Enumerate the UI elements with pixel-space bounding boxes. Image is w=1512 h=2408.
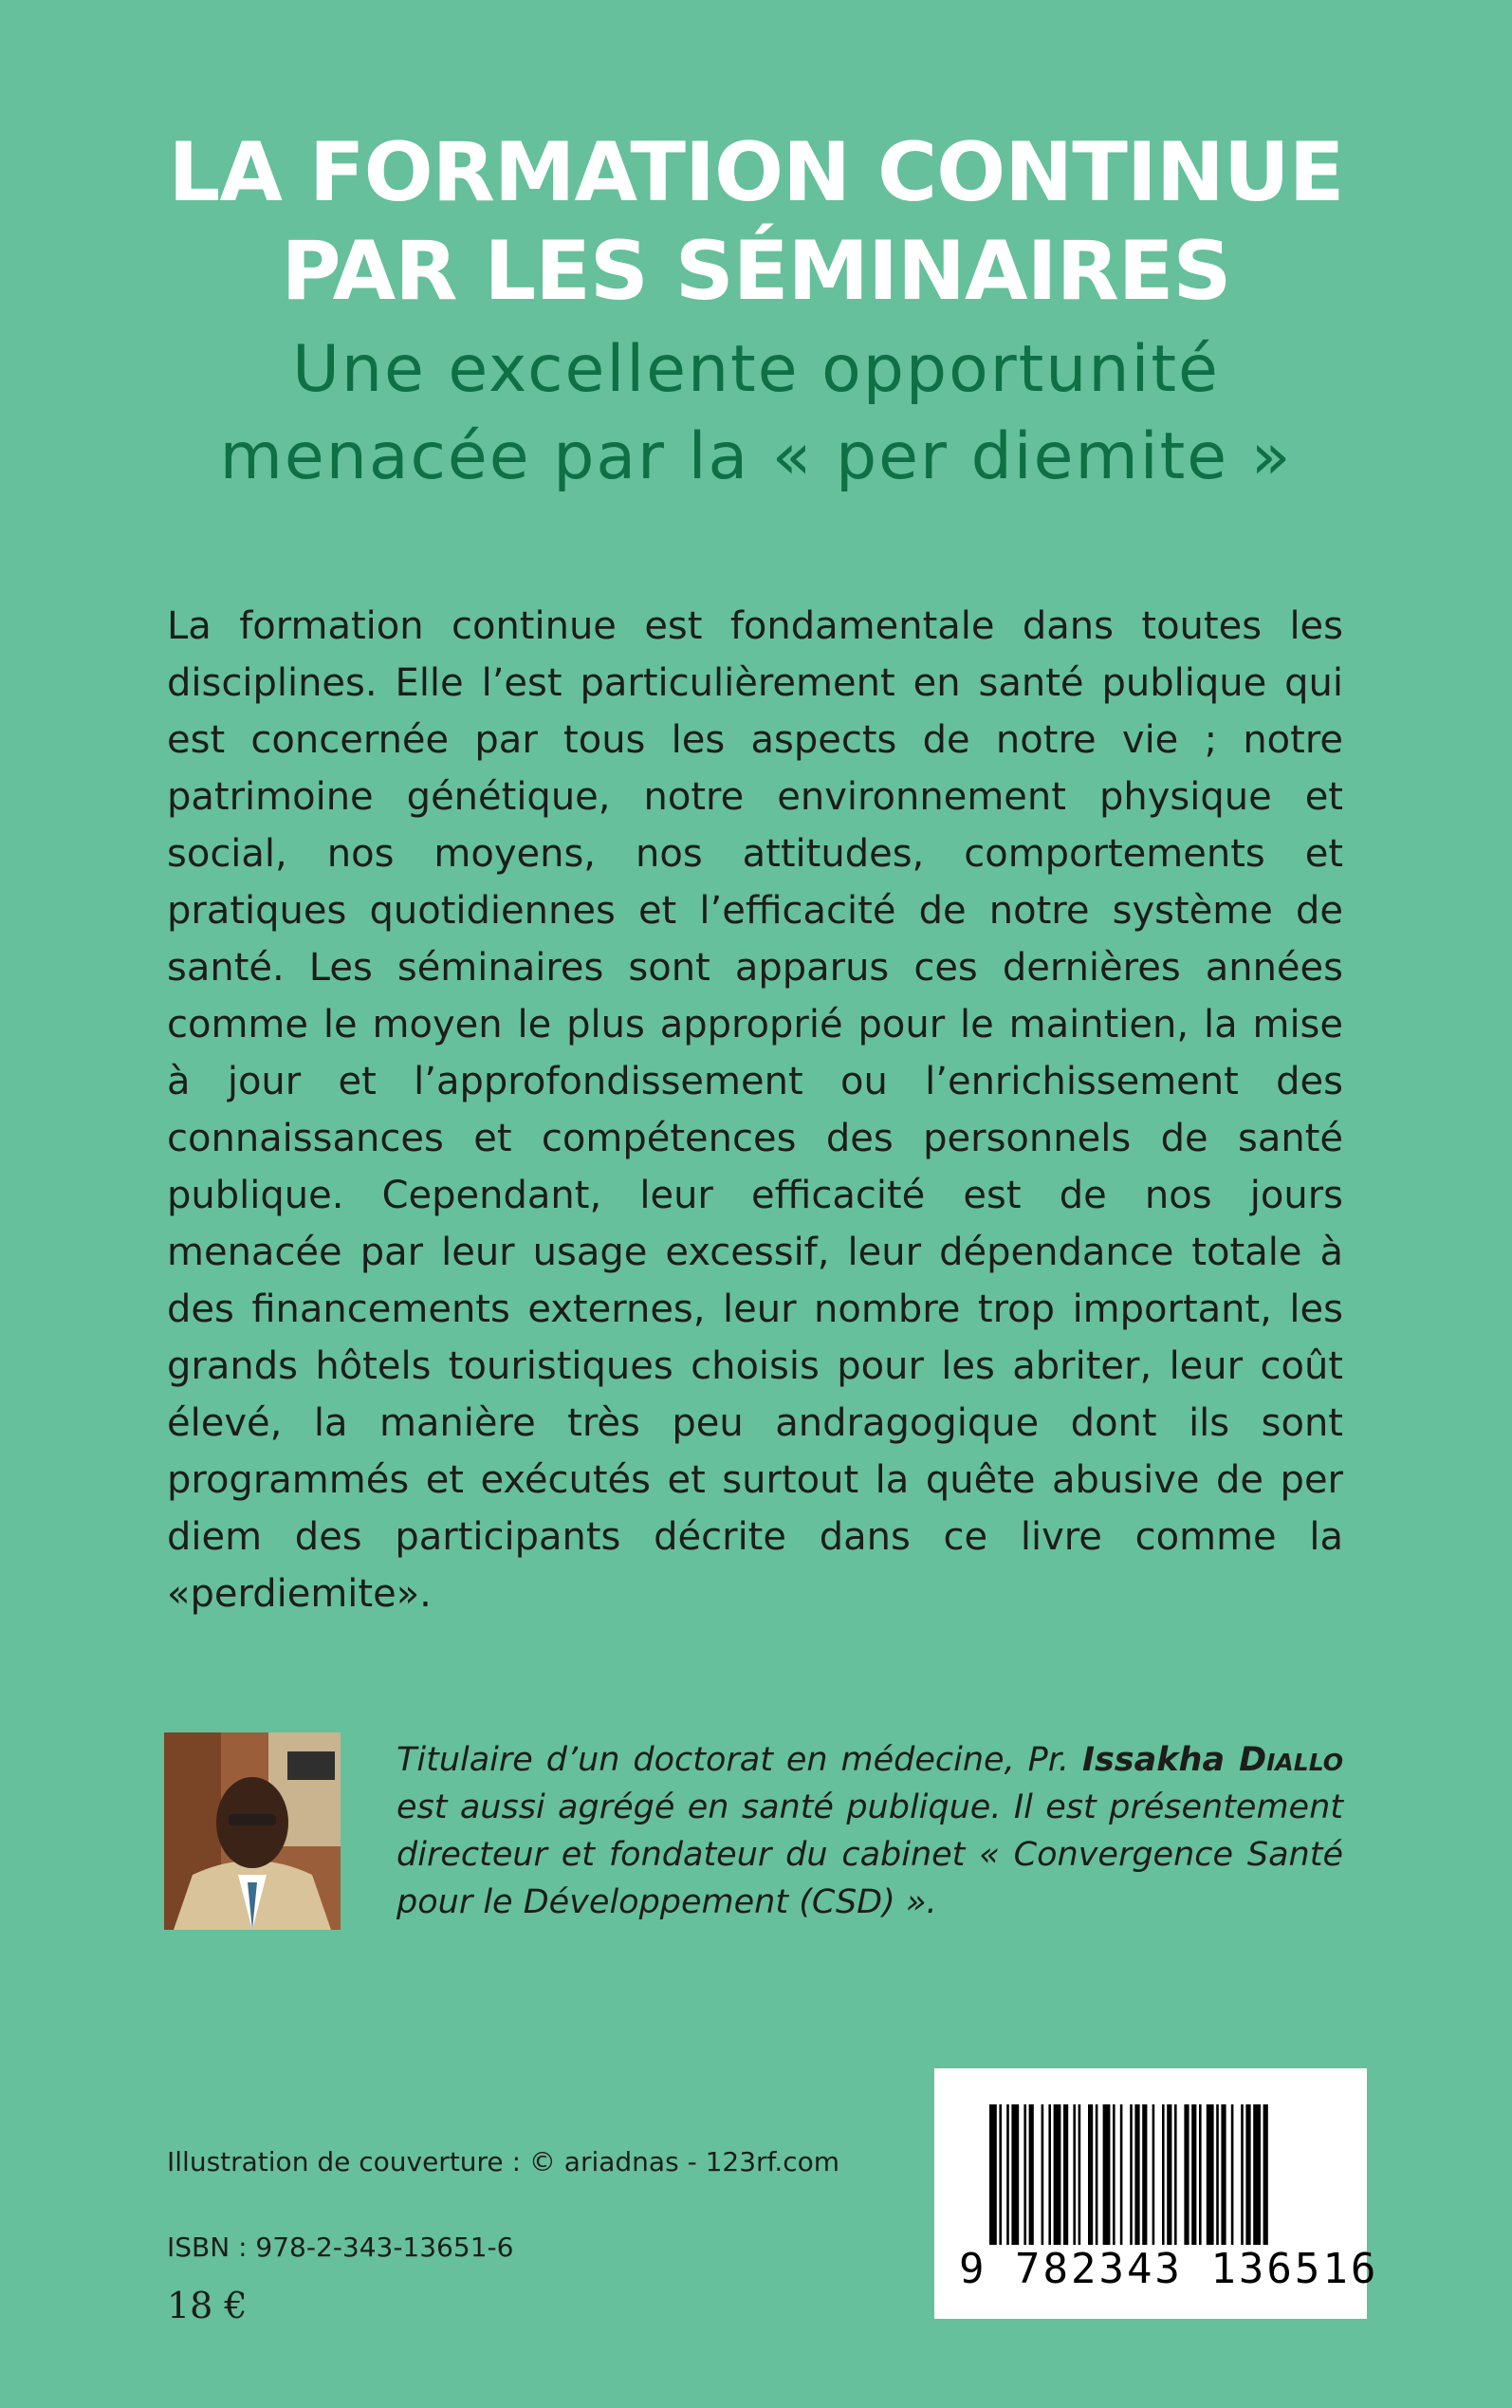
- barcode-bar: [1221, 2104, 1226, 2245]
- title-block: [0, 123, 1512, 501]
- barcode-bar: [1231, 2104, 1234, 2245]
- barcode-bar: [1011, 2104, 1019, 2245]
- barcode-bar: [1152, 2104, 1155, 2245]
- isbn: ISBN : 978-2-343-13651-6: [167, 2232, 514, 2263]
- barcode-bar: [1167, 2104, 1171, 2245]
- author-bio: [396, 1736, 1343, 1926]
- barcode-bar: [1096, 2104, 1098, 2245]
- price: 18 €: [167, 2285, 248, 2326]
- barcode-bar: [1054, 2104, 1061, 2245]
- barcode-bars: [934, 2068, 1367, 2249]
- barcode-bar: [1120, 2104, 1123, 2245]
- barcode: [934, 2068, 1379, 2319]
- barcode-bar: [1088, 2104, 1093, 2245]
- barcode-bar: [1253, 2104, 1261, 2245]
- barcode-bar: [989, 2104, 997, 2245]
- book-title-line-1: LA FORMATION CONTINUE: [168, 125, 1344, 220]
- author-first-name: Issakha: [1081, 1741, 1226, 1779]
- author-bio-rest: est aussi agrégé en santé publique. Il est présentement directeur et fondateur du cabinet « Convergence Santé pour le Développement (CSD) ».: [396, 1788, 1343, 1921]
- author-last-name: Diallo: [1239, 1741, 1343, 1779]
- barcode-bar: [1073, 2104, 1076, 2245]
- illustration-credit: Illustration de couverture : © ariadnas - 123rf.com: [167, 2146, 840, 2177]
- barcode-bar: [1063, 2104, 1068, 2245]
- barcode-bar: [1263, 2104, 1268, 2245]
- barcode-bar: [1029, 2104, 1034, 2245]
- author-bio-intro: Titulaire d’un doctorat en médecine, Pr.: [396, 1741, 1082, 1779]
- barcode-bar: [1042, 2104, 1044, 2245]
- barcode-bar: [1241, 2104, 1244, 2245]
- barcode-bar: [1245, 2104, 1250, 2245]
- barcode-bar: [1142, 2104, 1147, 2245]
- barcode-bar: [1216, 2104, 1219, 2245]
- barcode-bar: [1130, 2104, 1133, 2245]
- barcode-bar: [1134, 2104, 1139, 2245]
- author-name: [1082, 1741, 1343, 1779]
- barcode-digits: 9 782343 136516: [959, 2245, 1379, 2293]
- author-photo: [164, 1732, 341, 1930]
- barcode-bar: [1174, 2104, 1177, 2245]
- barcode-bar: [1006, 2104, 1009, 2245]
- book-subtitle-line-1: Une excellente opportunité: [292, 332, 1220, 407]
- barcode-bar: [1191, 2104, 1196, 2245]
- barcode-bar: [1079, 2104, 1081, 2245]
- book-title-line-2: PAR LES SÉMINAIRES: [281, 224, 1231, 319]
- barcode-bar: [1113, 2104, 1116, 2245]
- book-summary: La formation continue est fondamentale dans toutes les disciplines. Elle l’est particulièrement en santé publique qui est concernée par tous les aspects de notre vie ; notre patrimoine génétique, notre environnement physique et social, nos moyens, nos attitudes, comportements et pratiques quotidiennes et l’efficacité de notre système de santé. Les séminaires sont apparus ces dernières années comme le moyen le plus approprié pour le maintien, la mise à jour et l’approfondissement ou l’enrichissement des connaissances et compétences des personnels de santé publique. Cependant, leur efficacité est de nos jours menacée par leur usage excessif, leur dépendance totale à des financements externes, leur nombre trop important, les grands hôtels touristiques choisis pour les abriter, leur coût élevé, la manière très peu andragogique dont ils sont programmés et exécutés et surtout la quête abusive de per diem des participants décrite dans ce livre comme la «perdiemite».: [167, 604, 1343, 1616]
- barcode-bar: [1184, 2104, 1189, 2245]
- barcode-bar: [1162, 2104, 1165, 2245]
- barcode-bar: [1023, 2104, 1026, 2245]
- barcode-bar: [1048, 2104, 1051, 2245]
- barcode-bar: [1207, 2104, 1214, 2245]
- book-subtitle-line-2: menacée par la « per diemite »: [219, 419, 1293, 494]
- barcode-bar: [1199, 2104, 1202, 2245]
- barcode-bar: [999, 2104, 1002, 2245]
- barcode-bar: [1103, 2104, 1111, 2245]
